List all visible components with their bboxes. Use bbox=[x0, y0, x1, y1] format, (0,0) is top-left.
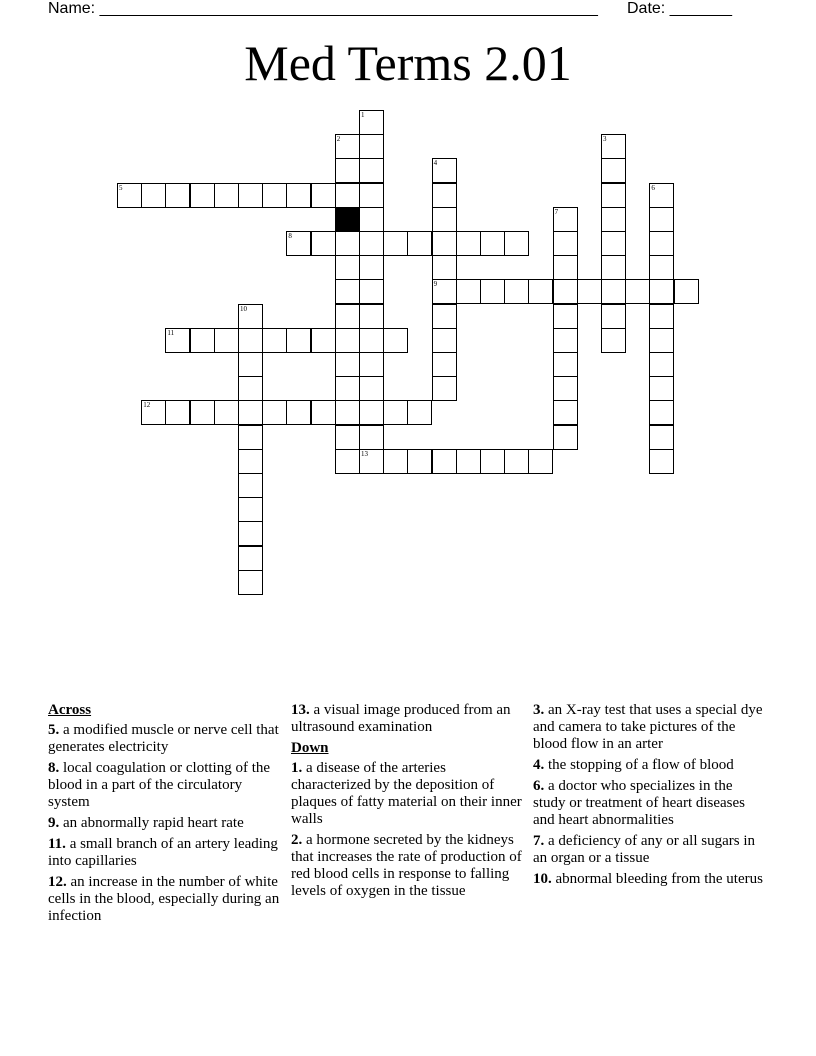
grid-cell[interactable] bbox=[528, 449, 553, 474]
grid-cell[interactable] bbox=[238, 521, 263, 546]
down-clue-1: 1. a disease of the arteries characterized by the deposition of plaques of fatty material on their inner walls bbox=[291, 760, 522, 827]
grid-cell[interactable] bbox=[432, 328, 457, 353]
grid-cell[interactable] bbox=[238, 328, 263, 353]
grid-cell[interactable] bbox=[190, 328, 215, 353]
grid-cell[interactable] bbox=[238, 546, 263, 571]
grid-cell[interactable] bbox=[432, 255, 457, 280]
grid-cell[interactable] bbox=[335, 352, 360, 377]
grid-cell[interactable] bbox=[407, 231, 432, 256]
grid-cell[interactable] bbox=[601, 279, 626, 304]
grid-cell[interactable] bbox=[335, 376, 360, 401]
grid-cell[interactable] bbox=[335, 255, 360, 280]
clue-number: 8 bbox=[288, 232, 292, 240]
grid-cell[interactable] bbox=[165, 328, 190, 353]
grid-cell[interactable] bbox=[456, 279, 481, 304]
down-clue-4: 4. the stopping of a flow of blood bbox=[533, 757, 734, 773]
grid-cell[interactable] bbox=[601, 183, 626, 208]
grid-cell[interactable] bbox=[504, 231, 529, 256]
down-heading: Down bbox=[291, 740, 329, 756]
grid-cell[interactable] bbox=[359, 425, 384, 450]
grid-cell[interactable] bbox=[432, 279, 457, 304]
grid-cell[interactable] bbox=[359, 449, 384, 474]
across-clue-5: 5. a modified muscle or nerve cell that generates electricity bbox=[48, 722, 279, 755]
grid-cell[interactable] bbox=[553, 400, 578, 425]
grid-cell[interactable] bbox=[383, 449, 408, 474]
grid-cell[interactable] bbox=[359, 352, 384, 377]
grid-cell[interactable] bbox=[359, 279, 384, 304]
grid-cell[interactable] bbox=[141, 400, 166, 425]
grid-cell[interactable] bbox=[553, 425, 578, 450]
grid-cell[interactable] bbox=[649, 376, 674, 401]
grid-cell[interactable] bbox=[601, 231, 626, 256]
grid-cell[interactable] bbox=[214, 328, 239, 353]
page-title: Med Terms 2.01 bbox=[244, 35, 572, 91]
grid-cell[interactable] bbox=[238, 352, 263, 377]
grid-cell[interactable] bbox=[262, 183, 287, 208]
grid-cell[interactable] bbox=[359, 183, 384, 208]
clue-number: 5 bbox=[119, 183, 123, 192]
grid-cell[interactable] bbox=[601, 304, 626, 329]
grid-cell[interactable] bbox=[238, 376, 263, 401]
grid-cell[interactable] bbox=[335, 304, 360, 329]
grid-cell[interactable] bbox=[601, 134, 626, 159]
grid-cell[interactable] bbox=[553, 279, 578, 304]
clues-column-2 bbox=[291, 702, 523, 904]
grid-cell[interactable] bbox=[456, 231, 481, 256]
grid-cell[interactable] bbox=[214, 183, 239, 208]
across-heading: Across bbox=[48, 702, 92, 718]
grid-cell[interactable] bbox=[335, 449, 360, 474]
grid-cell[interactable] bbox=[238, 183, 263, 208]
grid-cell[interactable] bbox=[359, 304, 384, 329]
grid-cell[interactable] bbox=[262, 400, 287, 425]
grid-cell[interactable] bbox=[601, 158, 626, 183]
grid-cell[interactable] bbox=[674, 279, 699, 304]
date-field[interactable]: Date: _______ bbox=[627, 0, 732, 17]
clue-number: 11 bbox=[167, 328, 175, 337]
grid-cell[interactable] bbox=[311, 400, 336, 425]
grid-cell[interactable] bbox=[335, 231, 360, 256]
grid-cell[interactable] bbox=[649, 425, 674, 450]
grid-cell[interactable] bbox=[432, 304, 457, 329]
grid-cell[interactable] bbox=[553, 352, 578, 377]
grid-cell[interactable] bbox=[649, 400, 674, 425]
grid-cell[interactable] bbox=[601, 207, 626, 232]
across-clue-12: 12. an increase in the number of white cells in the blood, especially during an infection bbox=[48, 874, 280, 924]
grid-cell[interactable] bbox=[335, 279, 360, 304]
grid-cell[interactable] bbox=[165, 400, 190, 425]
grid-cell[interactable] bbox=[553, 376, 578, 401]
across-clue-13: 13. a visual image produced from an ultrasound examination bbox=[291, 702, 511, 735]
grid-cell[interactable] bbox=[335, 158, 360, 183]
grid-cell[interactable] bbox=[649, 328, 674, 353]
grid-cell[interactable] bbox=[359, 255, 384, 280]
grid-cell[interactable] bbox=[359, 207, 384, 232]
clue-number: 4 bbox=[433, 159, 438, 168]
grid-cell[interactable] bbox=[504, 449, 529, 474]
grid-cell[interactable] bbox=[117, 183, 142, 208]
grid-cell[interactable] bbox=[383, 328, 408, 353]
grid-cell[interactable] bbox=[141, 183, 166, 208]
grid-cell[interactable] bbox=[190, 400, 215, 425]
grid-cell[interactable] bbox=[577, 279, 602, 304]
grid-cell[interactable] bbox=[286, 328, 311, 353]
grid-cell[interactable] bbox=[214, 400, 239, 425]
down-clue-3: 3. an X-ray test that uses a special dye and camera to take pictures of the blood flow in an arter bbox=[533, 702, 763, 752]
grid-cell[interactable] bbox=[311, 231, 336, 256]
grid-cell[interactable] bbox=[359, 134, 384, 159]
grid-cell[interactable] bbox=[383, 400, 408, 425]
grid-cell[interactable] bbox=[335, 400, 360, 425]
grid-cell[interactable] bbox=[553, 255, 578, 280]
grid-cell[interactable] bbox=[238, 449, 263, 474]
grid-cell[interactable] bbox=[359, 158, 384, 183]
grid-cell[interactable] bbox=[649, 255, 674, 280]
down-clue-10: 10. abnormal bleeding from the uterus bbox=[533, 871, 763, 887]
grid-cell[interactable] bbox=[649, 231, 674, 256]
clue-number: 9 bbox=[433, 280, 438, 289]
clues-column-1 bbox=[48, 702, 280, 929]
grid-cell[interactable] bbox=[649, 304, 674, 329]
grid-cell[interactable] bbox=[165, 183, 190, 208]
clue-number: 1 bbox=[361, 111, 365, 119]
grid-cell[interactable] bbox=[432, 352, 457, 377]
grid-cell[interactable] bbox=[335, 134, 360, 159]
clue-number: 6 bbox=[651, 183, 655, 192]
clues-column-3 bbox=[533, 702, 765, 892]
grid-cell[interactable] bbox=[504, 279, 529, 304]
grid-cell[interactable] bbox=[262, 328, 287, 353]
grid-cell[interactable] bbox=[649, 279, 674, 304]
grid-cell[interactable] bbox=[238, 400, 263, 425]
grid-cell[interactable] bbox=[335, 328, 360, 353]
grid-cell[interactable] bbox=[432, 207, 457, 232]
grid-cell[interactable] bbox=[383, 231, 408, 256]
down-clue-7: 7. a deficiency of any or all sugars in an organ or a tissue bbox=[533, 833, 756, 866]
across-clue-8: 8. local coagulation or clotting of the blood in a part of the circulatory system bbox=[48, 760, 271, 810]
grid-cell[interactable] bbox=[649, 352, 674, 377]
grid-cell[interactable] bbox=[432, 449, 457, 474]
clue-number: 10 bbox=[240, 304, 247, 313]
grid-cell[interactable] bbox=[601, 255, 626, 280]
grid-cell[interactable] bbox=[407, 449, 432, 474]
grid-cell[interactable] bbox=[649, 449, 674, 474]
grid-cell[interactable] bbox=[190, 183, 215, 208]
clue-number: 7 bbox=[554, 207, 559, 216]
grid-cell[interactable] bbox=[649, 207, 674, 232]
grid-cell[interactable] bbox=[432, 183, 457, 208]
grid-cell[interactable] bbox=[432, 158, 457, 183]
grid-cell[interactable] bbox=[311, 183, 336, 208]
down-clue-6: 6. a doctor who specializes in the study or treatment of heart diseases and heart abnormalities bbox=[533, 778, 746, 828]
grid-cell[interactable] bbox=[480, 449, 505, 474]
clue-number: 3 bbox=[603, 135, 607, 144]
grid-cell[interactable] bbox=[528, 279, 553, 304]
black-cell bbox=[335, 207, 360, 232]
down-clue-2: 2. a hormone secreted by the kidneys that increases the rate of production of red blood cells in response to falling levels of oxygen in the tissue bbox=[291, 832, 522, 899]
grid-cell[interactable] bbox=[407, 400, 432, 425]
grid-cell[interactable] bbox=[601, 328, 626, 353]
clue-number: 12 bbox=[143, 401, 151, 410]
grid-cell[interactable] bbox=[238, 425, 263, 450]
grid-cell[interactable] bbox=[432, 231, 457, 256]
across-clue-11: 11. a small branch of an artery leading into capillaries bbox=[48, 836, 278, 869]
grid-cell[interactable] bbox=[286, 231, 311, 256]
grid-cell[interactable] bbox=[238, 570, 263, 595]
grid-cell[interactable] bbox=[238, 304, 263, 329]
grid-cell[interactable] bbox=[359, 110, 384, 135]
grid-cell[interactable] bbox=[625, 279, 650, 304]
grid-cell[interactable] bbox=[359, 328, 384, 353]
grid-cell[interactable] bbox=[553, 207, 578, 232]
grid-cell[interactable] bbox=[335, 183, 360, 208]
grid-cell[interactable] bbox=[311, 328, 336, 353]
name-field[interactable]: Name: ________________________________________________________ bbox=[48, 0, 598, 17]
grid-cell[interactable] bbox=[238, 497, 263, 522]
grid-cell[interactable] bbox=[553, 304, 578, 329]
grid-cell[interactable] bbox=[432, 376, 457, 401]
clue-number: 2 bbox=[336, 135, 341, 144]
across-clue-9: 9. an abnormally rapid heart rate bbox=[48, 815, 244, 831]
grid-cell[interactable] bbox=[359, 400, 384, 425]
grid-cell[interactable] bbox=[359, 376, 384, 401]
grid-cell[interactable] bbox=[553, 328, 578, 353]
grid-cell[interactable] bbox=[359, 231, 384, 256]
grid-cell[interactable] bbox=[238, 473, 263, 498]
grid-cell[interactable] bbox=[480, 231, 505, 256]
grid-cell[interactable] bbox=[480, 279, 505, 304]
clue-number: 13 bbox=[361, 449, 368, 458]
grid-cell[interactable] bbox=[553, 231, 578, 256]
grid-cell[interactable] bbox=[649, 183, 674, 208]
grid-cell[interactable] bbox=[456, 449, 481, 474]
grid-cell[interactable] bbox=[335, 425, 360, 450]
grid-cell[interactable] bbox=[286, 183, 311, 208]
grid-cell[interactable] bbox=[286, 400, 311, 425]
